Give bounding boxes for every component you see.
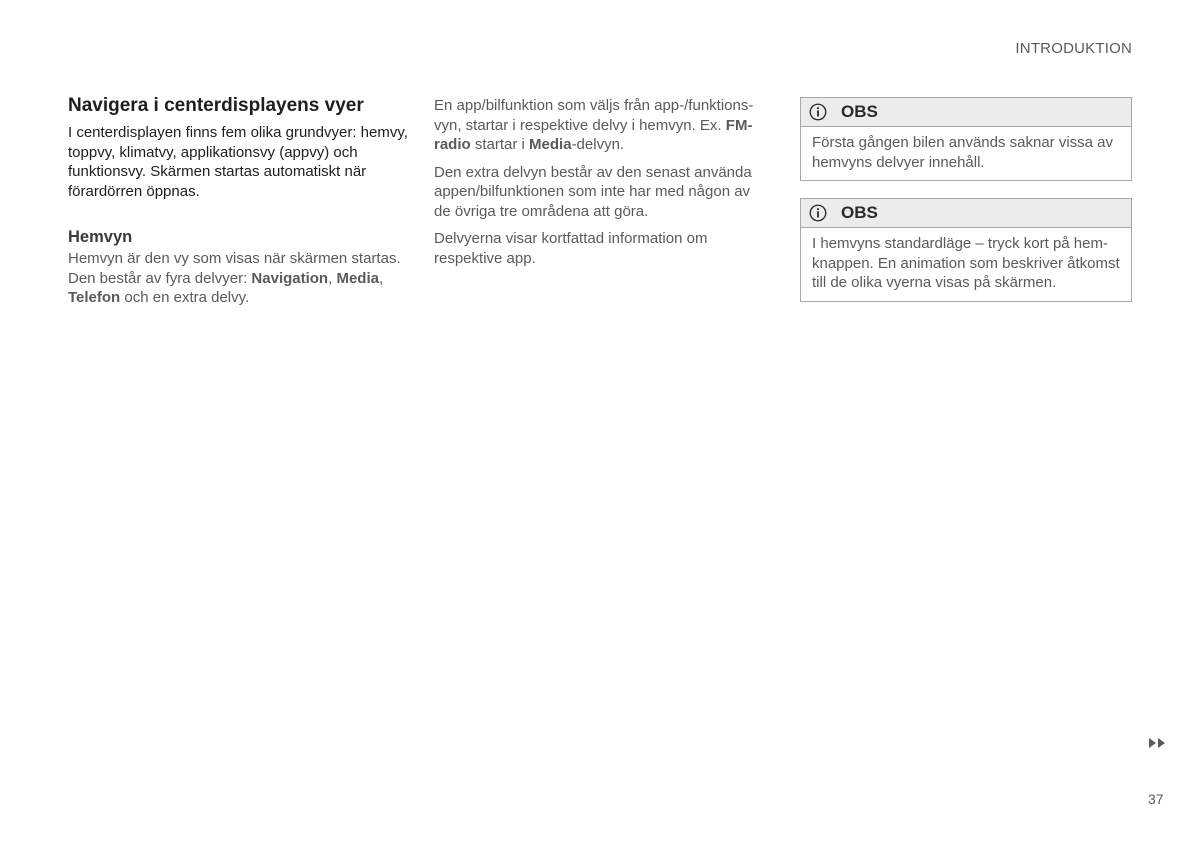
paragraph-delvyer-info: Delvyerna visar kortfattad information om respektive app. (434, 230, 708, 267)
p1-text-3: -delvyn. (571, 136, 625, 153)
double-chevron-right-icon (1148, 737, 1166, 749)
hemvyn-paragraph (68, 249, 408, 308)
section-header: INTRODUKTION (1015, 40, 1132, 57)
separator: , (378, 269, 384, 287)
note-text: Första gången bilen används saknar vissa av hemvyns delvyer innehåll. (812, 134, 1114, 171)
paragraph-app-start (434, 96, 770, 155)
hemvyn-text-2: och en extra delvy. (120, 289, 250, 306)
note-header (801, 98, 1131, 127)
term-media: Media (529, 136, 572, 153)
note-box (800, 97, 1132, 181)
column-left (68, 95, 408, 316)
paragraph-extra-delvy: Den extra delvyn består av den senast använda appen/bilfunktionen som inte har med någon av de övriga tre områdena att göra. (434, 163, 752, 220)
note-title: OBS (841, 102, 878, 122)
note-header (801, 199, 1131, 228)
page-title: Navigera i centerdisplayens vyer (68, 95, 364, 116)
p1-text-2: startar i (470, 136, 530, 153)
p1-text-1: En app/bilfunktion som väljs från app-/funktions-vyn, startar i respektive delvy i hemvyn. Ex. (434, 97, 754, 134)
note-box (800, 198, 1132, 302)
term-fm-radio: FM-radio (434, 116, 753, 153)
note-title: OBS (841, 203, 878, 223)
hemvyn-text-1: Hemvyn är den vy som visas när skärmen startas. Den består av fyra delvyer: (68, 250, 401, 287)
term-media: Media (336, 269, 379, 287)
separator: , (328, 269, 337, 287)
column-middle (434, 96, 770, 276)
info-circle-icon (809, 103, 827, 121)
page-number: 37 (1148, 791, 1164, 807)
subheading-hemvyn: Hemvyn (68, 228, 133, 246)
column-right (800, 97, 1132, 319)
info-circle-icon (809, 204, 827, 222)
term-telefon: Telefon (68, 289, 121, 306)
intro-paragraph: I centerdisplayen finns fem olika grundvyer: hemvy, toppvy, klimatvy, applikationsvy (appvy) och funktionsvy. Skärmen startas automatiskt när förardörren öppnas. (68, 124, 408, 200)
note-text: I hemvyns standardläge – tryck kort på hem-knappen. En animation som beskriver åtkomst till de olika vyerna visas på skärmen. (812, 235, 1120, 291)
term-navigation: Navigation (251, 269, 329, 287)
